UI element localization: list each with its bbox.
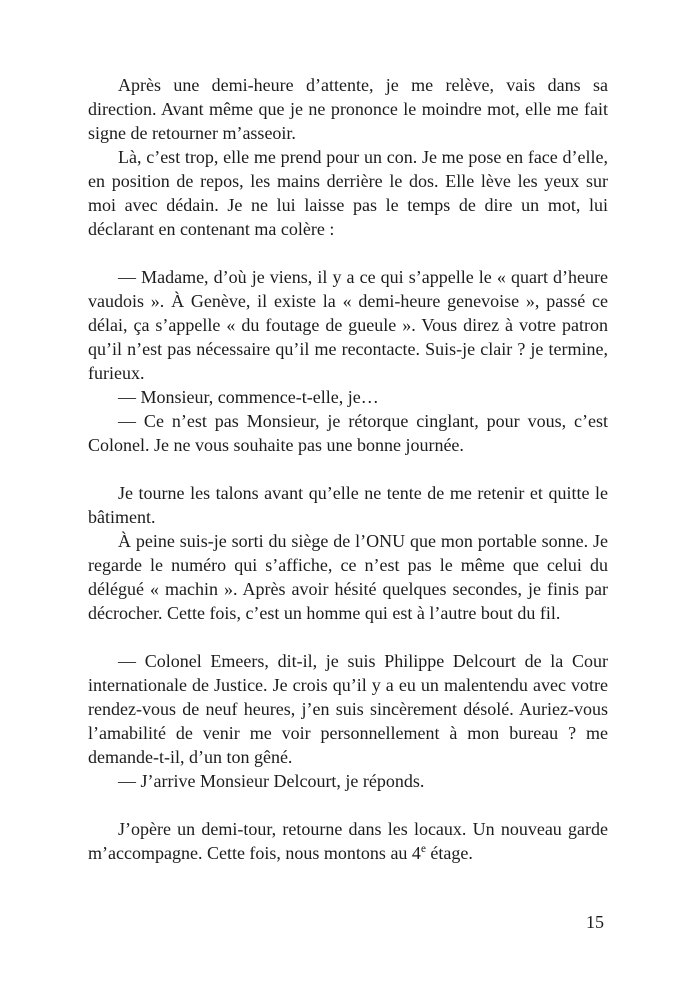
paragraph: À peine suis-je sorti du siège de l’ONU que mon portable sonne. Je regarde le numéro qui s’affiche, ce n’est pas le même que celui du délégué « machin ». Après avoir hésité quelques secondes, je finis par décrocher. Cette fois, c’est un homme qui est à l’autre bout du fil.	[88, 531, 608, 623]
paragraph-group	[88, 73, 608, 241]
paragraph-text: J’opère un demi-tour, retourne dans les locaux. Un nouveau garde m’accompagne. Cette fois, nous montons au 4	[88, 819, 608, 863]
paragraph	[88, 817, 608, 865]
paragraph: — J’arrive Monsieur Delcourt, je réponds.	[118, 771, 425, 791]
paragraph: — Monsieur, commence-t-elle, je…	[118, 387, 379, 407]
page-number: 15	[586, 912, 604, 932]
paragraph-text: étage.	[425, 843, 473, 863]
paragraph-group	[88, 265, 608, 457]
ordinal-suffix: e	[420, 843, 426, 855]
paragraph: — Ce n’est pas Monsieur, je rétorque cinglant, pour vous, c’est Colonel. Je ne vous souhaite pas une bonne journée.	[88, 411, 608, 455]
paragraph: — Colonel Emeers, dit-il, je suis Philippe Delcourt de la Cour internationale de Justice. Je crois qu’il y a eu un malentendu avec votre rendez-vous de neuf heures, j’en suis sincèrement désolé. Auriez-vous l’amabilité de venir me voir personnellement à mon bureau ? me demande-t-il, d’un ton gêné.	[88, 651, 608, 767]
paragraph-group	[88, 649, 608, 793]
paragraph: — Madame, d’où je viens, il y a ce qui s’appelle le « quart d’heure vaudois ». À Genève, il existe la « demi-heure genevoise », passé ce délai, ça s’appelle « du foutage de gueule ». Vous direz à votre patron qu’il n’est pas nécessaire qu’il me recontacte. Suis-je clair ? je termine, furieux.	[88, 267, 608, 383]
paragraph: Je tourne les talons avant qu’elle ne tente de me retenir et quitte le bâtiment.	[88, 483, 608, 527]
paragraph: Là, c’est trop, elle me prend pour un con. Je me pose en face d’elle, en position de repos, les mains derrière le dos. Elle lève les yeux sur moi avec dédain. Je ne lui laisse pas le temps de dire un mot, lui déclarant en contenant ma colère :	[88, 147, 608, 239]
text-block	[88, 73, 608, 865]
paragraph-group	[88, 481, 608, 625]
paragraph-group	[88, 817, 608, 865]
paragraph: Après une demi-heure d’attente, je me relève, vais dans sa direction. Avant même que je ne prononce le moindre mot, elle me fait signe de retourner m’asseoir.	[88, 75, 608, 143]
